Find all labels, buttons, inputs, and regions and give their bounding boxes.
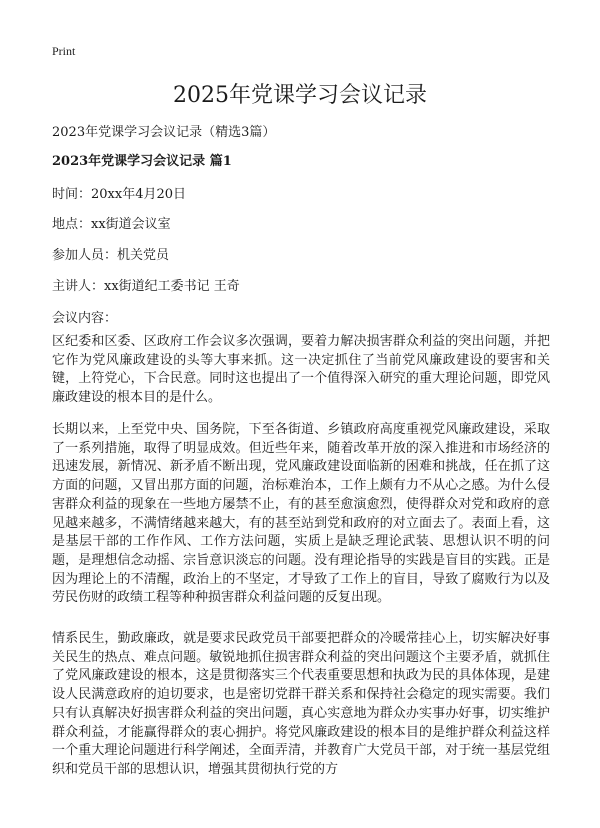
meeting-place: 地点：xx街道会议室 [52, 217, 171, 232]
document-subtitle: 2023年党课学习会议记录（精选3篇） [52, 125, 276, 140]
meeting-time: 时间：20xx年4月20日 [52, 187, 187, 202]
paragraph: 区纪委和区委、区政府工作会议多次强调，要着力解决损害群众利益的突出问题，并把它作为党风廉政建设的头等大事来抓。这一决定抓住了当前党风廉政建设的要害和关键，上符党心，下合民意。同时这也提出了一个值得深入研究的重大理论问题，即党风廉政建设的根本目的是什么。 [52, 334, 550, 406]
paragraph: 长期以来，上至党中央、国务院，下至各街道、乡镇政府高度重视党风廉政建设，采取了一系列措施，取得了明显成效。但近些年来，随着改革开放的深入推进和市场经济的迅速发展，新情况、新矛盾不断出现，党风廉政建设面临新的困难和挑战，任在抓了这方面的问题，又冒出那方面的问题，治标难治本，工作上颇有力不从心之感。为什么侵害群众利益的现象在一些地方屡禁不止，有的甚至愈演愈烈，使得群众对党和政府的意见越来越多，不满情绪越来越大，有的甚至站到党和政府的对立面去了。表面上看，这是基层干部的工作作风、工作方法问题，实质上是缺乏理论武装、思想认识不明的问题，是理想信念动摇、宗旨意识淡忘的问题。没有理论指导的实践是盲目的实践。正是因为理论上的不清醒，政治上的不坚定，才导致了工作上的盲目，导致了腐败行为以及劳民伤财的政绩工程等种种损害群众利益问题的反复出现。 [52, 422, 550, 606]
paragraph: 情系民生，勤政廉政，就是要求民政党员干部要把群众的冷暖常挂心上，切实解决好事关民生的热点、难点问题。敏锐地抓住损害群众利益的突出问题这个主要矛盾，就抓住了党风廉政建设的根本，这是贯彻落实三个代表重要思想和执政为民的具体体现，是建设人民满意政府的迫切要求，也是密切党群干群关系和保持社会稳定的现实需要。我们只有认真解决好损害群众利益的突出问题，真心实意地为群众办实事办好事，切实维护群众利益，才能赢得群众的衷心拥护。将党风廉政建设的根本目的是维护群众利益这样一个重大理论问题进行科学阐述，全面弄清，并教育广大党员干部，对于统一基层党组织和党员干部的思想认识，增强其贯彻执行党的方 [52, 631, 550, 777]
content-label: 会议内容： [52, 311, 118, 326]
document-title: 2025年党课学习会议记录 [173, 83, 427, 108]
meeting-attendees: 参加人员：机关党员 [52, 248, 170, 263]
section-heading: 2023年党课学习会议记录 篇1 [52, 154, 232, 169]
meeting-speaker: 主讲人：xx街道纪工委书记 王奇 [52, 279, 240, 294]
print-link[interactable]: Print [52, 44, 76, 58]
